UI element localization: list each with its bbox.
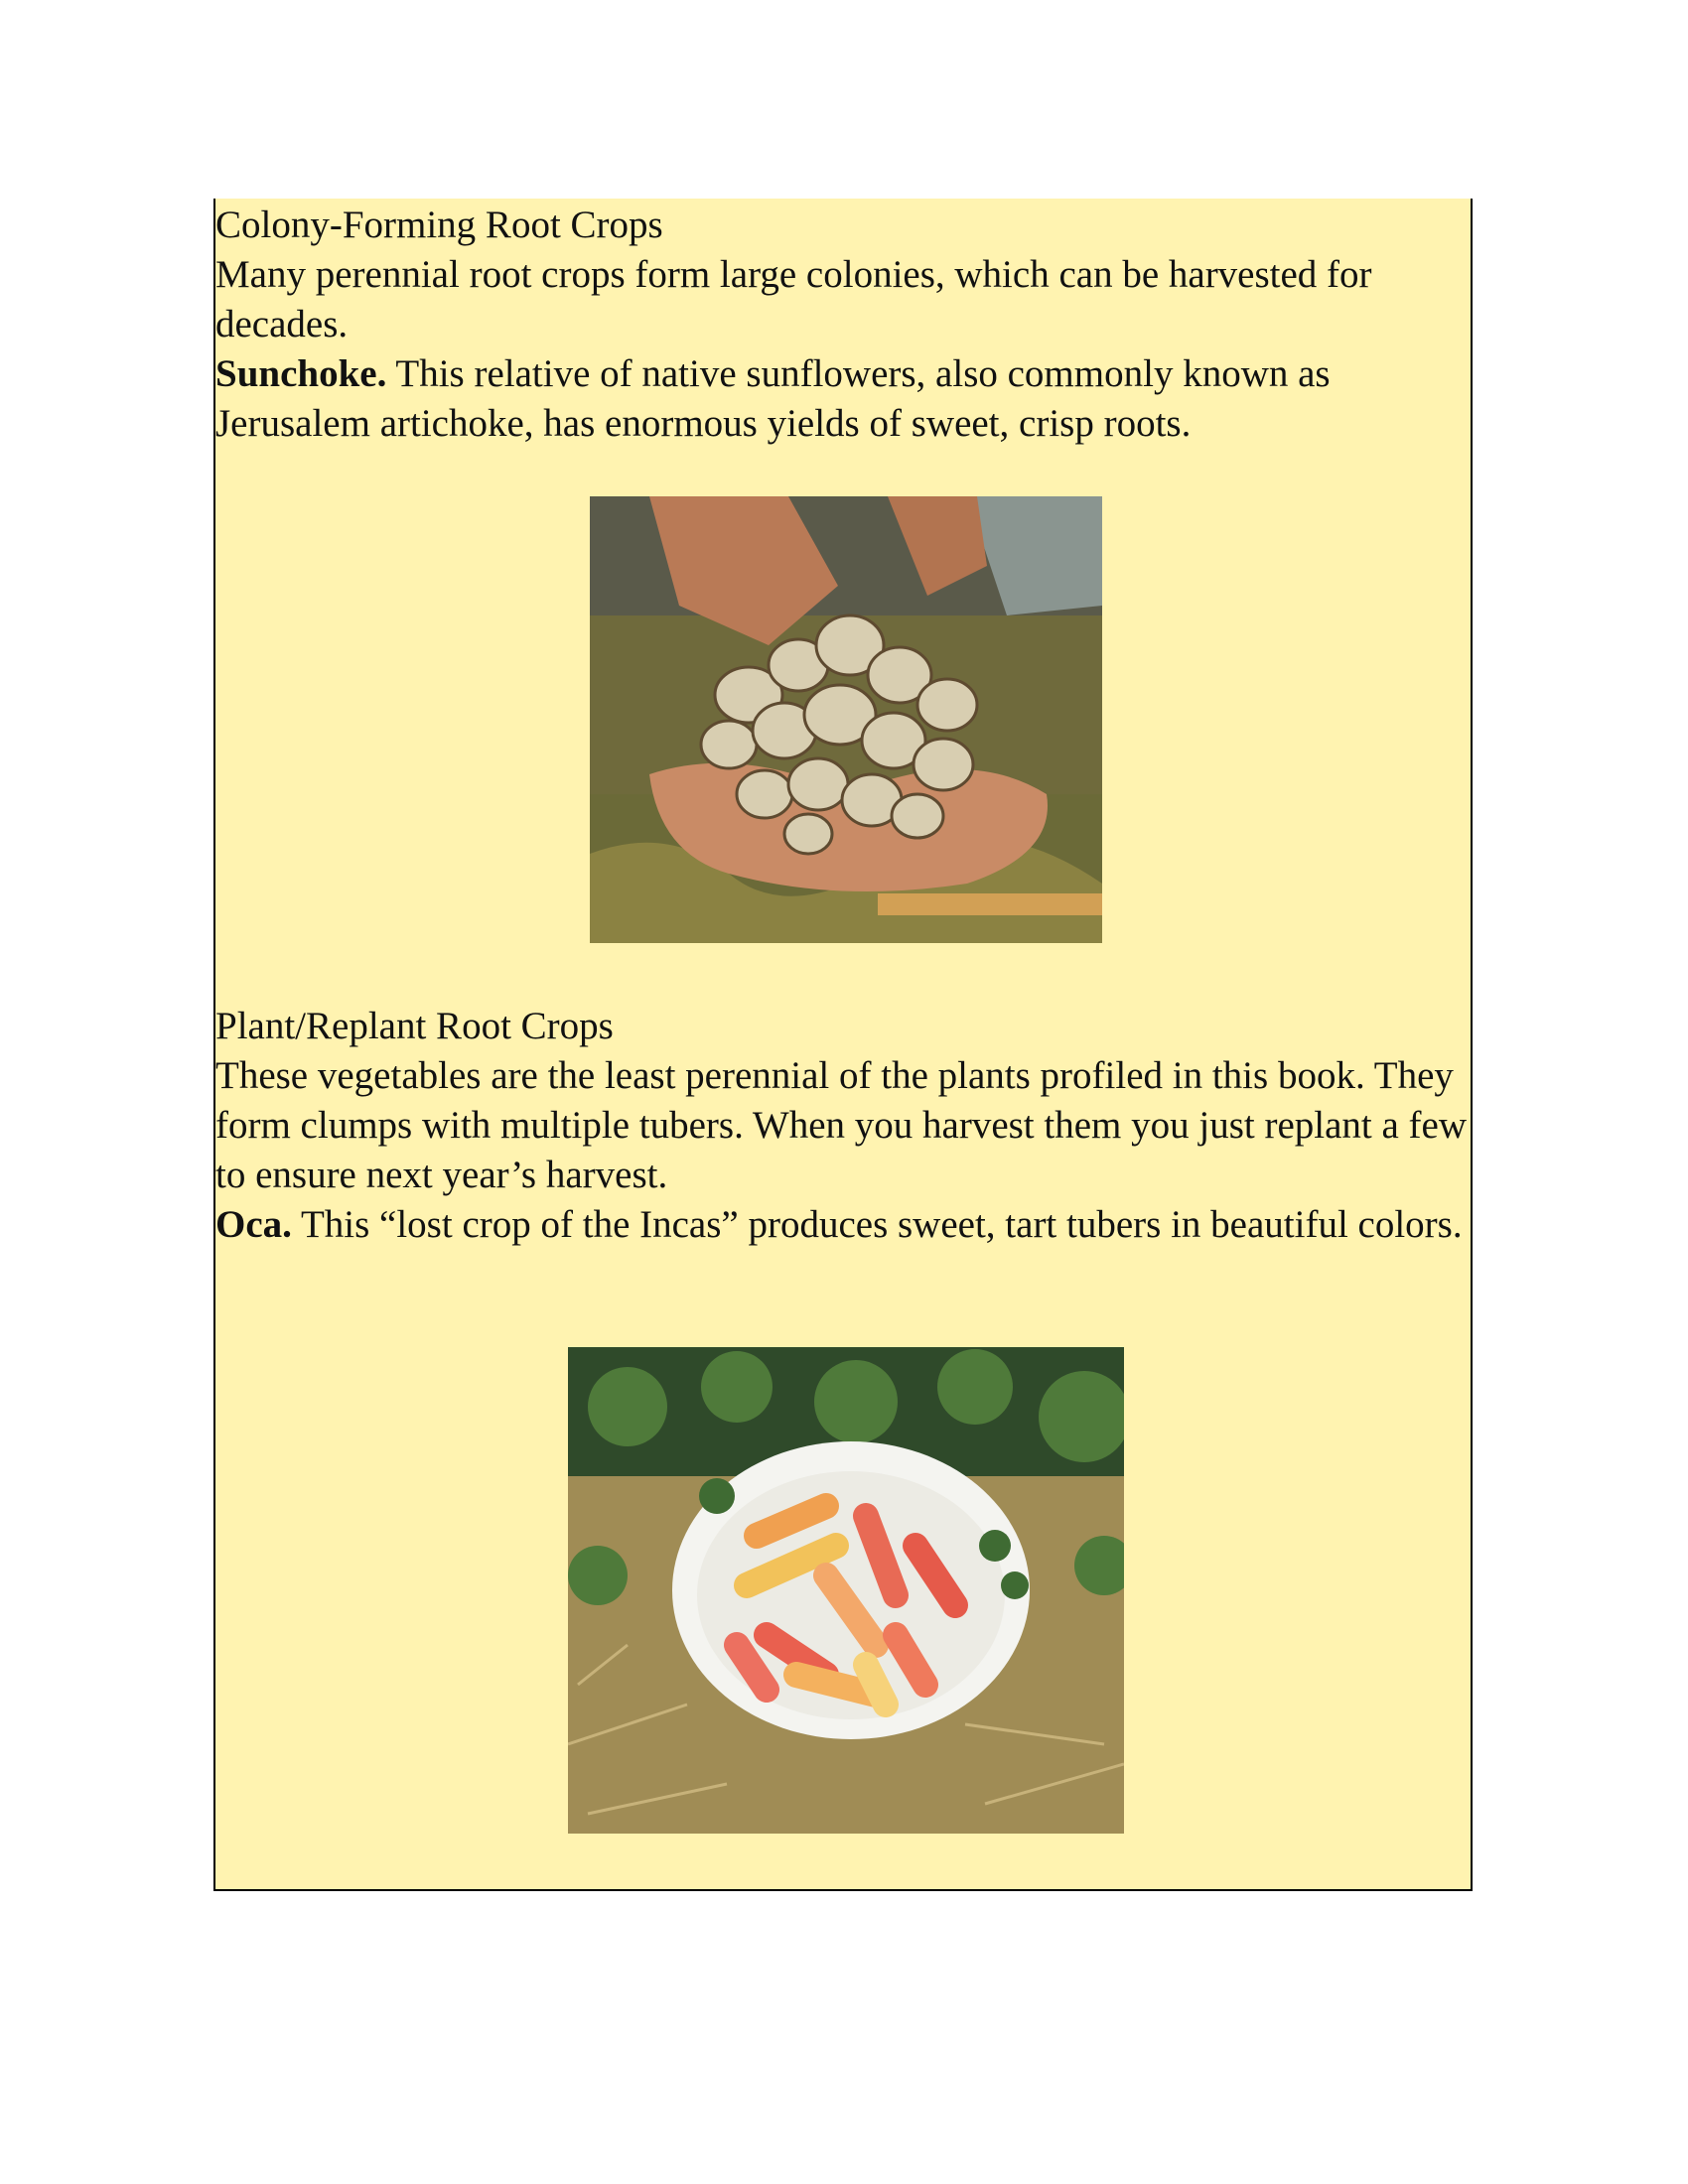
section-heading: Colony-Forming Root Crops: [215, 204, 663, 246]
section-heading: Plant/Replant Root Crops: [215, 1005, 614, 1047]
sunchoke-photo: [590, 496, 1102, 943]
crop-entry: [215, 349, 1469, 449]
crop-name: Oca.: [215, 1203, 292, 1246]
plant-replant-section: [215, 1002, 1469, 1250]
section-description: These vegetables are the least perennial of the plants profiled in this book. They form clumps with multiple tubers. When you harvest them you just replant a few to ensure next year’s harvest.: [215, 1054, 1468, 1196]
colony-forming-section: [215, 201, 1469, 449]
section-description: Many perennial root crops form large colonies, which can be harvested for decades.: [215, 253, 1372, 345]
crop-description: This relative of native sunflowers, also commonly known as Jerusalem artichoke, has enormous yields of sweet, crisp roots.: [215, 352, 1331, 445]
oca-photo: [568, 1347, 1124, 1834]
crop-name: Sunchoke.: [215, 352, 387, 395]
crop-description: This “lost crop of the Incas” produces sweet, tart tubers in beautiful colors.: [291, 1203, 1463, 1246]
sidebar-box: [213, 199, 1473, 1891]
crop-entry: [215, 1200, 1469, 1250]
